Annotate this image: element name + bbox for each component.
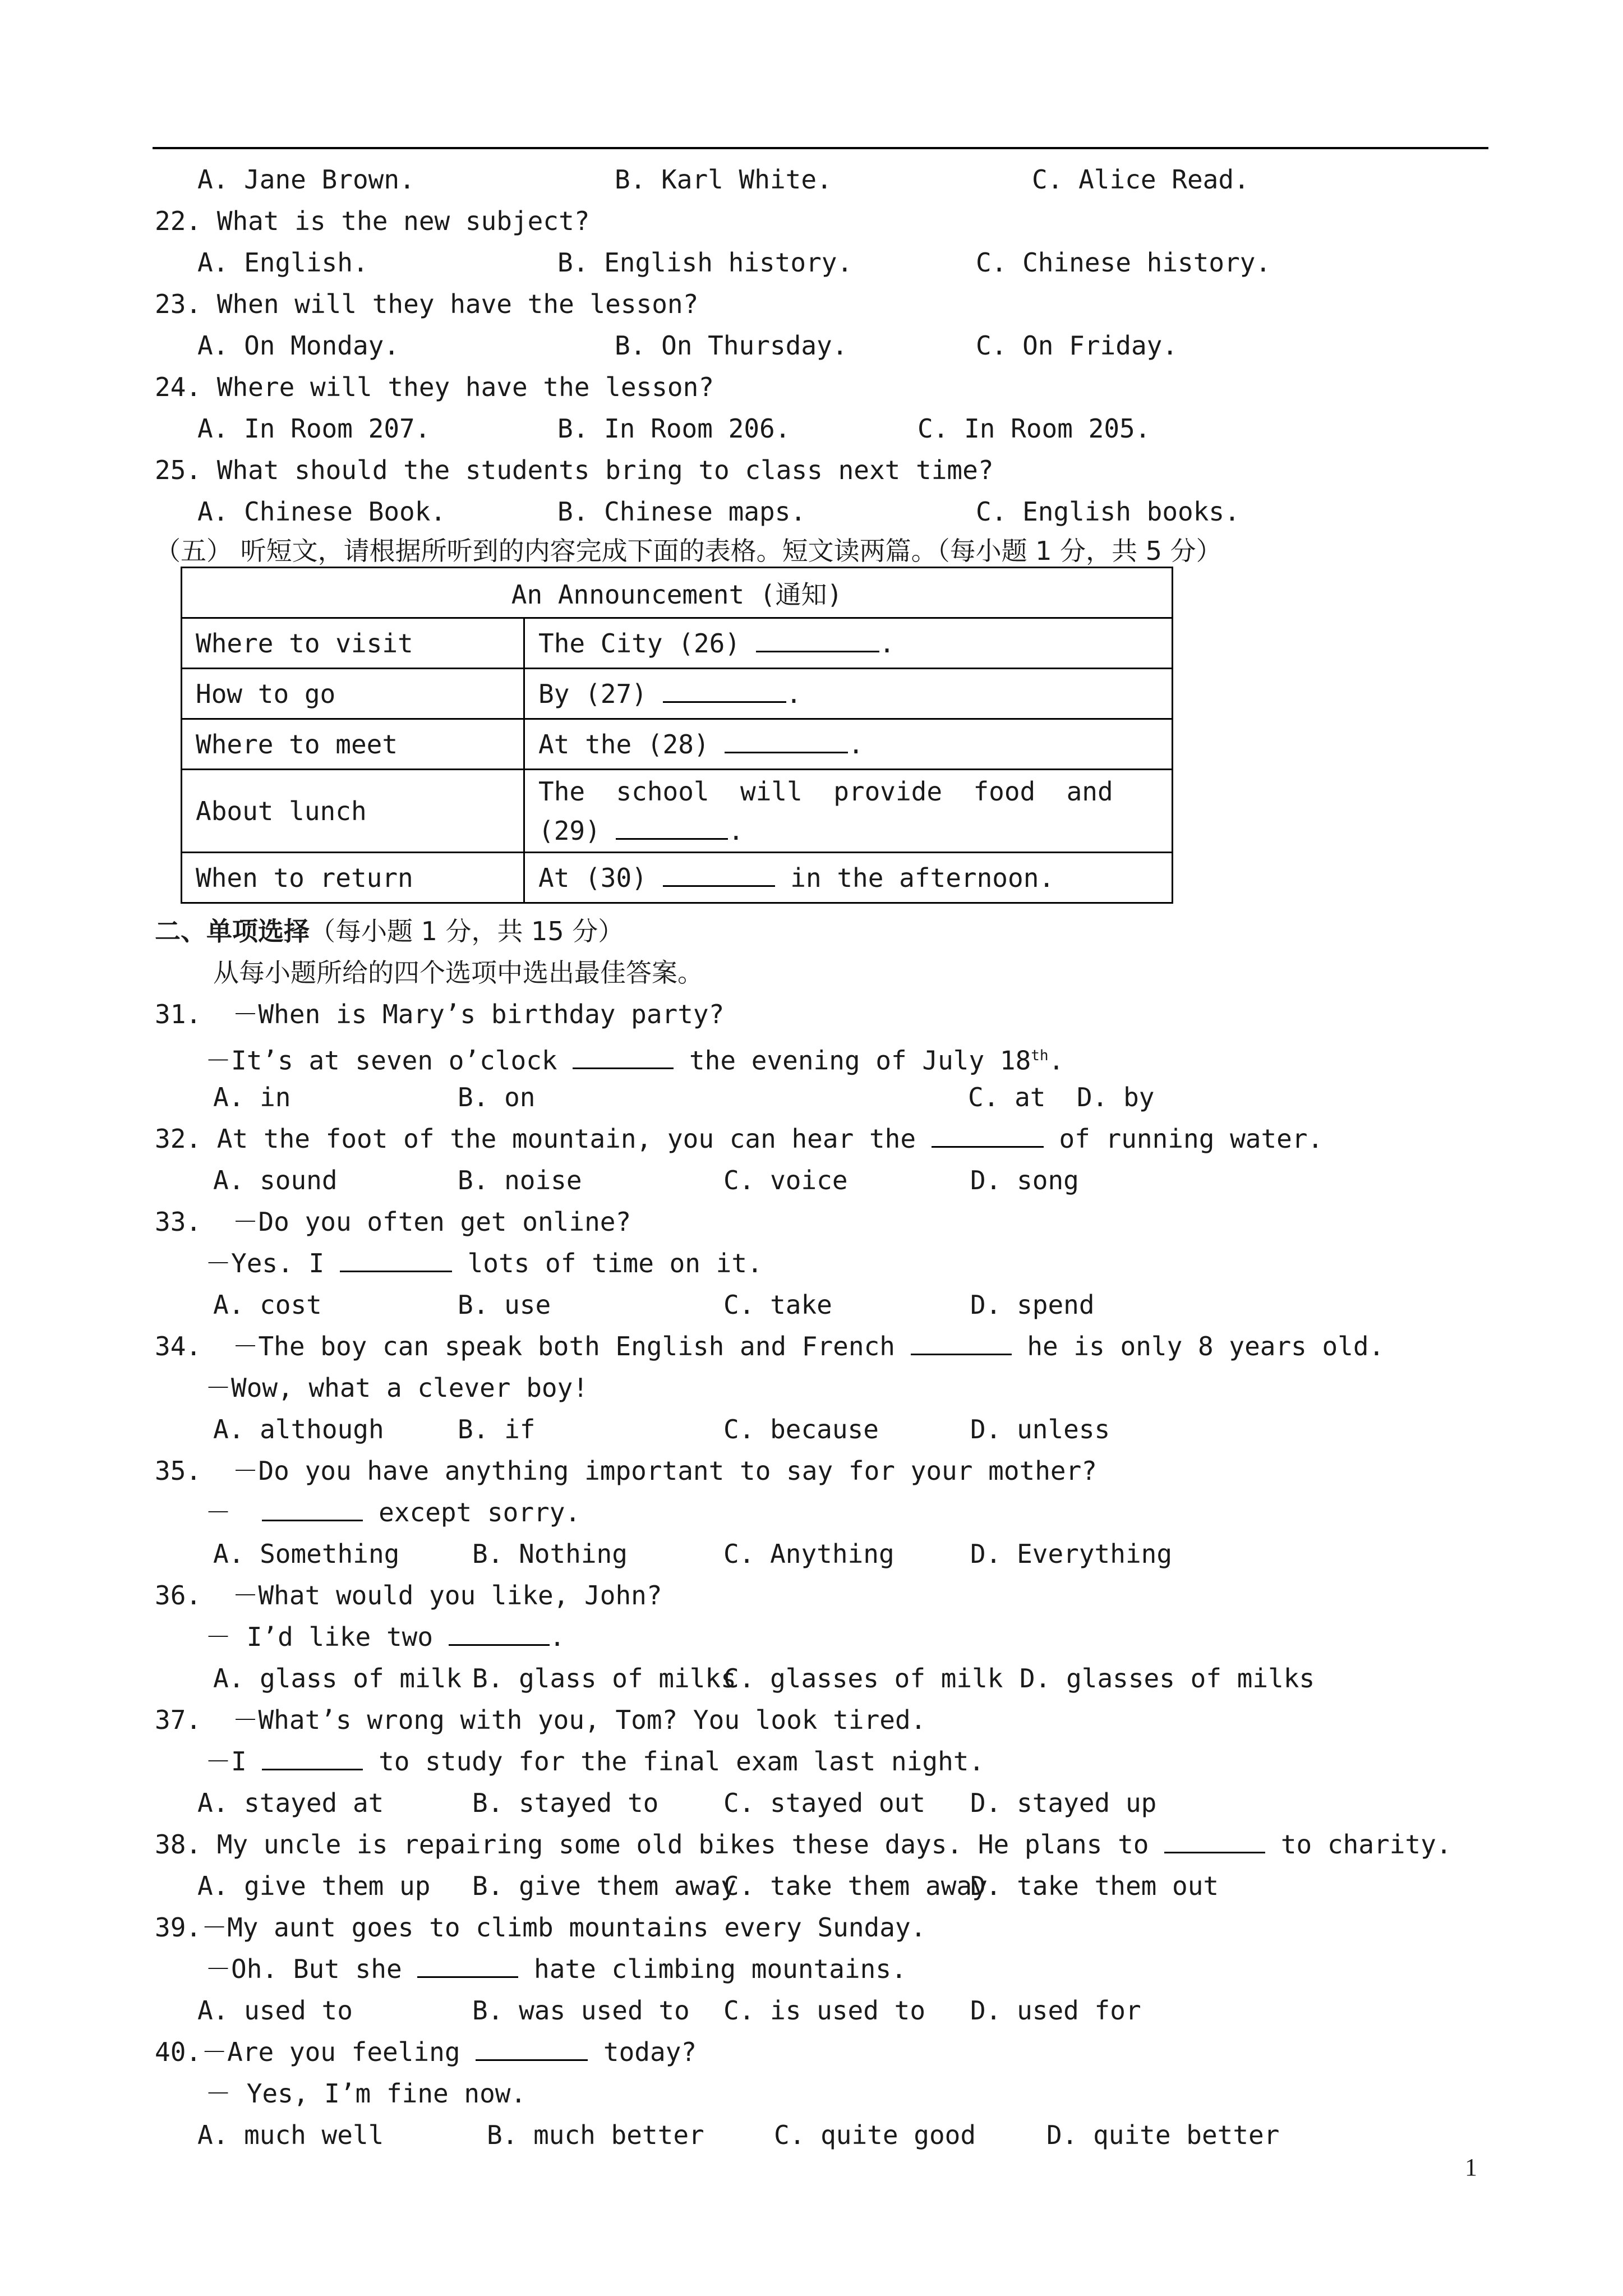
q38-option-c: C. take them away (723, 1871, 988, 1901)
q37-option-c: C. stayed out (723, 1788, 926, 1818)
answer-blank-32[interactable] (932, 1124, 1044, 1148)
q36-option-a: A. glass of milk (213, 1663, 462, 1694)
question-text: Where will they have the lesson? (216, 372, 714, 402)
q23-option-a: A. On Monday. (197, 330, 400, 361)
q35-option-d: D. Everything (970, 1539, 1173, 1569)
row-prefix: At (30) (538, 862, 647, 893)
row-prefix: At the (28) (538, 729, 709, 760)
q38-option-d: D. take them out (970, 1871, 1219, 1901)
answer-blank-37[interactable] (262, 1746, 363, 1770)
q21-option-a: A. Jane Brown. (197, 164, 415, 195)
question-text: －What would you like, John? (232, 1580, 662, 1611)
text-part: －Oh. But she (205, 1954, 402, 1984)
table-title: An Announcement (通知) (182, 568, 1173, 618)
text-part: －The boy can speak both English and French (232, 1331, 895, 1361)
q36-option-c: C. glasses of milk (723, 1663, 1003, 1694)
question-31-line-2 (205, 1040, 1064, 1076)
answer-blank-29[interactable] (616, 816, 728, 840)
q32-option-c: C. voice (723, 1165, 848, 1195)
question-number: 38. (155, 1829, 202, 1860)
row-content (524, 853, 1173, 903)
q25-option-b: B. Chinese maps. (557, 496, 806, 527)
q25-option-c: C. English books. (976, 496, 1240, 527)
q36-option-d: D. glasses of milks (1020, 1663, 1315, 1694)
q39-option-d: D. used for (970, 1995, 1141, 2026)
q40-option-d: D. quite better (1046, 2120, 1280, 2150)
table-row (182, 669, 1173, 719)
q33-option-b: B. use (458, 1290, 551, 1320)
text-part: －I (205, 1746, 247, 1777)
answer-blank-39[interactable] (417, 1954, 518, 1978)
q23-option-c: C. On Friday. (976, 330, 1178, 361)
row-content (524, 618, 1173, 669)
question-34 (155, 1331, 1384, 1362)
question-number: 39. (155, 1912, 202, 1943)
q24-option-b: B. In Room 206. (557, 413, 791, 444)
question-38 (155, 1829, 1452, 1860)
q39-option-c: C. is used to (723, 1995, 926, 2026)
q35-option-c: C. Anything (723, 1539, 895, 1569)
row-prefix-2: (29) (538, 815, 601, 846)
q37-option-a: A. stayed at (197, 1788, 384, 1818)
q33-option-d: D. spend (970, 1290, 1095, 1320)
question-number: 31. (155, 999, 202, 1029)
row-label: How to go (182, 669, 524, 719)
question-number: 25. (155, 455, 202, 485)
q25-option-a: A. Chinese Book. (197, 496, 446, 527)
question-number: 34. (155, 1331, 202, 1361)
q34-option-d: D. unless (970, 1414, 1110, 1444)
question-number: 24. (155, 372, 202, 402)
q24-option-c: C. In Room 205. (917, 413, 1151, 444)
page-number: 1 (1465, 2154, 1477, 2181)
q37-option-d: D. stayed up (970, 1788, 1157, 1818)
question-number: 35. (155, 1456, 202, 1486)
q22-option-c: C. Chinese history. (976, 247, 1271, 278)
q32-option-a: A. sound (213, 1165, 338, 1195)
text-part: － (205, 1497, 231, 1527)
question-36-line-2 (205, 1621, 565, 1653)
row-suffix: . (879, 628, 895, 659)
answer-blank-40[interactable] (476, 2037, 588, 2061)
text-part: . (549, 1622, 565, 1652)
q32-option-b: B. noise (458, 1165, 582, 1195)
text-part: the evening of July 18 (674, 1045, 1031, 1076)
text-part: he is only 8 years old. (1011, 1331, 1385, 1361)
row-prefix: The City (26) (538, 628, 741, 659)
question-number: 23. (155, 289, 202, 319)
section-2-score: （每小题 1 分，共 15 分） (310, 916, 624, 946)
text-part: －Are you feeling (201, 2037, 460, 2067)
row-label: About lunch (182, 770, 524, 853)
question-40 (155, 2036, 697, 2068)
answer-blank-26[interactable] (756, 628, 879, 652)
answer-blank-35[interactable] (262, 1497, 363, 1521)
table-row (182, 770, 1173, 853)
q40-option-a: A. much well (197, 2120, 384, 2150)
section-2-title: 二、单项选择 (155, 916, 310, 946)
row-suffix: . (728, 815, 744, 846)
q33-option-a: A. cost (213, 1290, 322, 1320)
question-39-line-2 (205, 1953, 907, 1985)
q39-option-a: A. used to (197, 1995, 353, 2026)
question-24 (155, 371, 714, 403)
announcement-table (181, 567, 1173, 904)
row-suffix: . (848, 729, 864, 760)
question-33 (155, 1206, 631, 1237)
row-content (524, 719, 1173, 770)
text-part: hate climbing mountains. (518, 1954, 907, 1984)
answer-blank-27[interactable] (663, 679, 786, 703)
header-rule (153, 147, 1488, 149)
q36-option-b: B. glass of milks (472, 1663, 736, 1694)
answer-blank-33[interactable] (340, 1248, 452, 1272)
question-number: 40. (155, 2037, 202, 2067)
answer-blank-36[interactable] (449, 1622, 550, 1646)
q35-option-a: A. Something (213, 1539, 400, 1569)
question-40-line-2: － Yes, I’m fine now. (205, 2078, 527, 2109)
section-5-heading: （五） 听短文，请根据所听到的内容完成下面的表格。短文读两篇。（每小题 1 分，共 5 分） (155, 536, 1222, 566)
text-part: At the foot of the mountain, you can hear the (216, 1124, 916, 1154)
q33-option-c: C. take (723, 1290, 832, 1320)
q21-option-c: C. Alice Read. (1032, 164, 1249, 195)
question-23 (155, 288, 698, 320)
q38-option-a: A. give them up (197, 1871, 431, 1901)
question-number: 33. (155, 1207, 202, 1237)
question-number: 32. (155, 1124, 202, 1154)
question-text: When will they have the lesson? (216, 289, 699, 319)
row-suffix: in the afternoon. (774, 862, 1055, 893)
text-part: to study for the final exam last night. (363, 1746, 985, 1777)
text-part: . (1048, 1045, 1064, 1076)
row-label: When to return (182, 853, 524, 903)
question-25 (155, 454, 994, 486)
question-text: －Do you often get online? (232, 1207, 631, 1237)
question-33-line-2 (205, 1248, 763, 1279)
text-part: today? (588, 2037, 697, 2067)
q31-option-d: D. by (1077, 1082, 1155, 1112)
question-31 (155, 999, 724, 1030)
q34-option-a: A. although (213, 1414, 384, 1444)
question-37 (155, 1704, 926, 1736)
question-text: －When is Mary’s birthday party? (232, 999, 725, 1029)
question-text: －Do you have anything important to say for your mother? (232, 1456, 1097, 1486)
text-part: My uncle is repairing some old bikes these days. He plans to (216, 1829, 1149, 1860)
q40-option-b: B. much better (487, 2120, 704, 2150)
q21-option-b: B. Karl White. (615, 164, 832, 195)
q31-option-a: A. in (213, 1082, 291, 1112)
question-34-line-2: －Wow, what a clever boy! (205, 1373, 588, 1403)
q37-option-b: B. stayed to (472, 1788, 659, 1818)
row-label: Where to visit (182, 618, 524, 669)
row-content (524, 770, 1173, 853)
section-2-heading (155, 915, 624, 947)
question-39 (155, 1912, 926, 1943)
q34-option-c: C. because (723, 1414, 879, 1444)
table-row (182, 618, 1173, 669)
question-number: 36. (155, 1580, 202, 1611)
row-prefix: By (27) (538, 678, 647, 709)
answer-blank-30[interactable] (663, 863, 775, 887)
table-row (182, 853, 1173, 903)
q39-option-b: B. was used to (472, 1995, 690, 2026)
question-22 (155, 205, 589, 237)
question-35-line-2 (205, 1497, 580, 1528)
question-text: －My aunt goes to climb mountains every Sunday. (201, 1912, 926, 1943)
table-title-row (182, 568, 1173, 618)
text-part: to charity. (1265, 1829, 1452, 1860)
section-2-instruction: 从每小题所给的四个选项中选出最佳答案。 (213, 958, 703, 988)
row-prefix: The school will provide food and (538, 776, 1113, 807)
text-part: except sorry. (363, 1497, 581, 1527)
question-number: 37. (155, 1705, 202, 1735)
q22-option-a: A. English. (197, 247, 368, 278)
q31-option-c: C. at (968, 1082, 1046, 1112)
answer-blank-34[interactable] (911, 1331, 1012, 1355)
row-suffix: . (786, 678, 802, 709)
question-32 (155, 1123, 1323, 1154)
q22-option-b: B. English history. (557, 247, 853, 278)
text-part: －Yes. I (205, 1248, 325, 1278)
answer-blank-31[interactable] (573, 1045, 674, 1069)
q35-option-b: B. Nothing (472, 1539, 628, 1569)
q24-option-a: A. In Room 207. (197, 413, 431, 444)
q23-option-b: B. On Thursday. (615, 330, 848, 361)
question-37-line-2 (205, 1746, 984, 1777)
q34-option-b: B. if (458, 1414, 536, 1444)
question-text: －What’s wrong with you, Tom? You look tired. (232, 1705, 926, 1735)
q32-option-d: D. song (970, 1165, 1079, 1195)
q31-option-b: B. on (458, 1082, 536, 1112)
table-row (182, 719, 1173, 770)
question-text: What is the new subject? (216, 206, 590, 236)
q40-option-c: C. quite good (774, 2120, 976, 2150)
superscript: th (1031, 1047, 1049, 1064)
text-part: of running water. (1043, 1124, 1324, 1154)
answer-blank-38[interactable] (1164, 1829, 1265, 1853)
question-35 (155, 1455, 1097, 1487)
answer-blank-28[interactable] (725, 729, 848, 753)
question-36 (155, 1580, 662, 1611)
text-part: －It’s at seven o’clock (205, 1045, 557, 1076)
row-content (524, 669, 1173, 719)
row-label: Where to meet (182, 719, 524, 770)
question-text: What should the students bring to class next time? (216, 455, 994, 485)
text-part: － I’d like two (205, 1622, 434, 1652)
q38-option-b: B. give them away (472, 1871, 736, 1901)
question-number: 22. (155, 206, 202, 236)
text-part: lots of time on it. (451, 1248, 763, 1278)
